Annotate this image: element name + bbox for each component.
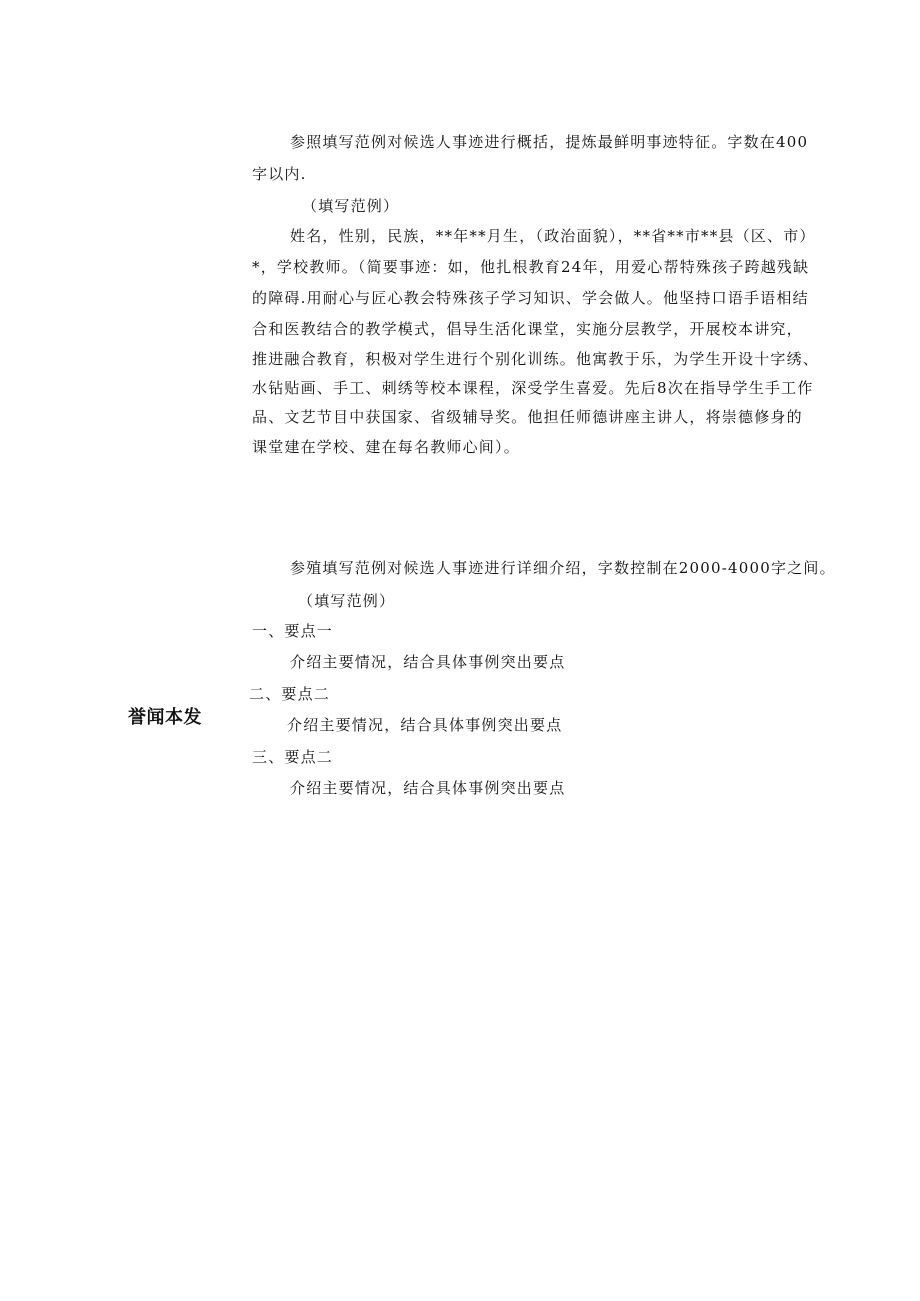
summary-example-line: 的障碍.用耐心与匠心教会特殊孩子学习知识、学会做人。他坚持口语手语相结 (252, 289, 809, 307)
summary-example-line: 姓名，性别，民族，**年**月生，（政治面貌），**省**市**县（区、市） (290, 227, 816, 245)
summary-example-line: 水钻贴画、手工、刺绣等校本课程，深受学生喜爱。先后8次在指导学生手工作 (252, 379, 814, 397)
summary-instruction-line2: 字以内. (252, 165, 307, 183)
detail-instruction: 参殖填写范例对候选人事迹进行详细介绍，字数控制在2000-4000字之间。 (290, 559, 836, 577)
summary-example-line: 课堂建在学校、建在每名教师心间）。 (252, 438, 520, 456)
point-title: 一、要点一 (252, 622, 334, 640)
point-body: 介绍主要情况，结合具体事例突出要点 (290, 779, 566, 797)
point-body: 介绍主要情况，结合具体事例突出要点 (287, 716, 563, 734)
summary-example-line: *，学校教师。（简要事迹：如，他扎根教育24年，用爱心帮特殊孩子跨越残缺 (252, 258, 810, 276)
point-title: 二、要点二 (249, 685, 331, 703)
summary-instruction-line1: 参照填写范例对候选人事迹进行概括，提炼最鲜明事迹特征。字数在400 (290, 133, 809, 151)
point-title: 三、要点二 (252, 748, 334, 766)
summary-example-line: 推进融合教育，积极对学生进行个别化训练。他寓教于乐，为学生开设十字绣、 (252, 350, 820, 368)
summary-example-line: 品、文艺节目中获国家、省级辅导奖。他担任师德讲座主讲人，将崇德修身的 (252, 408, 803, 426)
side-label: 誉闻本发 (128, 707, 202, 728)
point-body: 介绍主要情况，结合具体事例突出要点 (290, 653, 566, 671)
summary-example-heading: （填写范例） (302, 197, 400, 215)
detail-example-heading: （填写范例） (298, 592, 396, 610)
summary-example-line: 合和医教结合的教学模式，倡导生活化课堂，实施分层教学，开展校本讲究， (252, 320, 803, 338)
